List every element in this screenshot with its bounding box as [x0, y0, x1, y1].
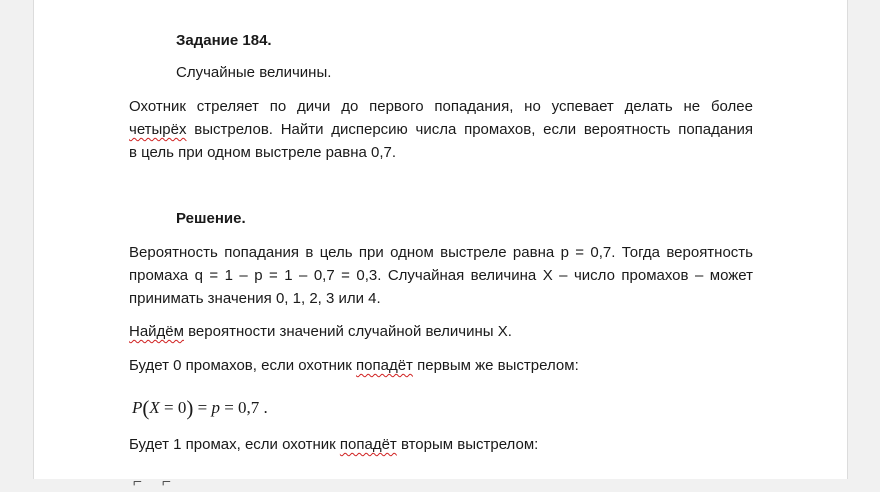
solution-paragraph-2 [129, 320, 753, 343]
spellcheck-word[interactable]: Найдём [129, 323, 184, 340]
formula-symbol: = 0,7 . [219, 398, 268, 417]
problem-line-2 [129, 118, 753, 141]
solution-paragraph-4-start: Будет 1 промах, если охотник [129, 436, 340, 453]
next-formula-cutoff: ⌐ ⌐ [133, 474, 180, 491]
formula-symbol: ) [186, 396, 194, 420]
solution-line-3: принимать значения 0, 1, 2, 3 или 4. [129, 290, 381, 307]
spellcheck-word[interactable]: попадёт [356, 357, 413, 374]
task-heading: Задание 184. [176, 32, 272, 49]
document-page [33, 0, 848, 491]
solution-paragraph-2-rest: вероятности значений случайной величины X. [183, 323, 512, 340]
solution-paragraph-1 [129, 241, 753, 310]
problem-line-3: в цель при одном выстреле равна 0,7. [129, 144, 397, 161]
solution-line-1: Вероятность попадания в цель при одном выстреле равна p = 0,7. Тогда вероятность [129, 244, 753, 261]
problem-line-2-rest: выстрелов. Найти дисперсию числа промахов, если вероятность попадания [186, 121, 753, 138]
formula-symbol: = [193, 398, 212, 417]
solution-paragraph-4-end: вторым выстрелом: [396, 436, 539, 453]
spellcheck-word[interactable]: четырёх [129, 121, 187, 138]
solution-paragraph-3 [129, 354, 753, 377]
formula-symbol: P [132, 398, 143, 417]
solution-paragraph-3-end: первым же выстрелом: [412, 357, 579, 374]
formula-symbol: X [149, 398, 160, 417]
solution-paragraph-3-start: Будет 0 промахов, если охотник [129, 357, 357, 374]
solution-line-2: промаха q = 1 – p = 1 – 0,7 = 0,3. Случайная величина X – число промахов – может [129, 267, 753, 284]
task-topic: Случайные величины. [176, 64, 332, 81]
solution-heading: Решение. [176, 210, 246, 227]
problem-statement [129, 95, 753, 164]
solution-paragraph-4 [129, 433, 753, 456]
formula-symbol: p [211, 398, 220, 417]
spellcheck-word[interactable]: попадёт [339, 436, 397, 453]
formula-symbol: ( [142, 396, 150, 420]
formula-p-x-0 [132, 396, 268, 421]
problem-line-1: Охотник стреляет по дичи до первого попадания, но успевает делать не более [129, 98, 753, 115]
formula-symbol: = 0 [159, 398, 187, 417]
